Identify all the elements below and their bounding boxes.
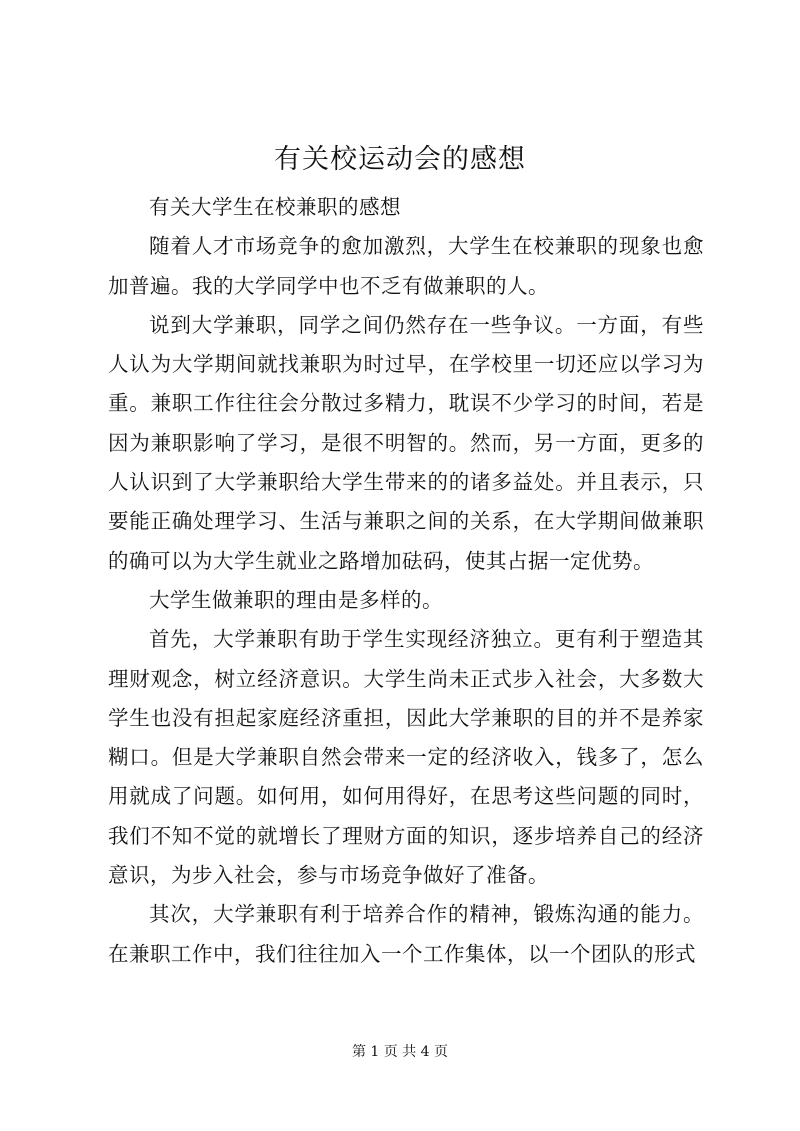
- paragraph: 说到大学兼职，同学之间仍然存在一些争议。一方面，有些人认为大学期间就找兼职为时过早，在学校里一切还应以学习为重。兼职工作往往会分散过多精力，耽误不少学习的时间，若是因为兼职影响了学习，是很不明智的。然而，另一方面，更多的人认识到了大学兼职给大学生带来的的诸多益处。并且表示，只要能正确处理学习、生活与兼职之间的关系，在大学期间做兼职的确可以为大学生就业之路增加砝码，使其占据一定优势。: [108, 312, 704, 573]
- document-body: [108, 188, 704, 974]
- paragraph-subtitle: 有关大学生在校兼职的感想: [149, 195, 401, 219]
- paragraph: 首先，大学兼职有助于学生实现经济独立。更有利于塑造其理财观念，树立经济意识。大学生尚未正式步入社会，大多数大学生也没有担起家庭经济重担，因此大学兼职的目的并不是养家糊口。但是大学兼职自然会带来一定的经济收入，钱多了，怎么用就成了问题。如何用，如何用得好，在思考这些问题的同时，我们不知不觉的就增长了理财方面的知识，逐步培养自己的经济意识，为步入社会，参与市场竞争做好了准备。: [108, 627, 704, 888]
- paragraph: 其次，大学兼职有利于培养合作的精神，锻炼沟通的能力。在兼职工作中，我们往往加入一个工作集体，以一个团队的形式: [108, 902, 704, 966]
- paragraph: 随着人才市场竞争的愈加激烈，大学生在校兼职的现象也愈加普遍。我的大学同学中也不乏有做兼职的人。: [108, 234, 704, 298]
- paragraph: 大学生做兼职的理由是多样的。: [149, 587, 443, 612]
- document-title: 有关校运动会的感想: [274, 144, 526, 175]
- page-number-footer: 第 1 页 共 4 页: [351, 1044, 449, 1060]
